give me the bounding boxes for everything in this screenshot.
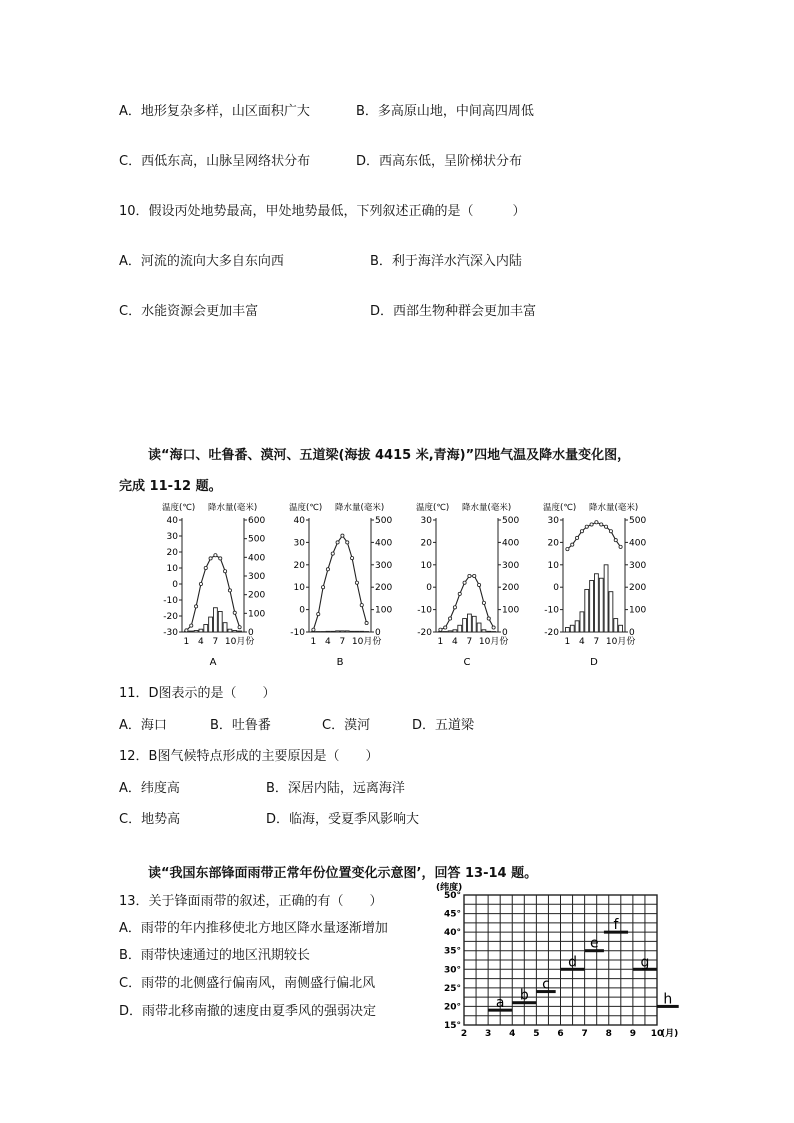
precip-bar: [204, 625, 208, 632]
month-tick-label: 7: [212, 637, 219, 647]
precip-tick-label: 100: [248, 609, 266, 620]
precip-bar: [350, 631, 354, 632]
temp-point: [566, 548, 569, 551]
temp-point: [609, 530, 612, 533]
x-tick-label: 9: [629, 1029, 637, 1039]
temp-point: [346, 541, 349, 544]
precip-bar: [213, 608, 217, 632]
precip-bar: [614, 619, 618, 632]
temp-point: [185, 629, 188, 632]
precip-bar: [619, 625, 623, 632]
precip-bar: [218, 611, 222, 632]
month-tick-label: 4: [579, 637, 585, 647]
q13-stem: 13．关于锋面雨带的叙述，正确的有（ ）: [119, 894, 383, 909]
precip-bar: [448, 631, 452, 632]
temp-line: [567, 522, 620, 549]
q13-option-c: C．雨带的北侧盛行偏南风，南侧盛行偏北风: [119, 976, 376, 991]
rain-belt-label-a: a: [495, 995, 505, 1012]
precip-axis-label: 降水量(毫米): [335, 503, 385, 513]
climate-panel-c: [416, 502, 519, 668]
y-tick-label: 25°: [443, 983, 461, 994]
temp-tick-label: -20: [544, 628, 559, 638]
precip-bar: [355, 631, 359, 632]
precip-tick-label: 0: [502, 628, 508, 638]
temp-point: [355, 581, 358, 584]
precip-bar: [580, 612, 584, 632]
q12-option-d: D．临海，受夏季风影响大: [266, 812, 420, 827]
q9-option-b: B．多高原山地，中间高四周低: [356, 104, 534, 119]
q10-option-a: A．河流的流向大多自东向西: [119, 254, 284, 269]
section1-heading: 读“海口、吐鲁番、漠河、五道梁(海拔 4415 米,青海)”四地气温及降水量变化图，: [148, 448, 631, 463]
temp-point: [604, 525, 607, 528]
precip-axis-label: 降水量(毫米): [589, 503, 639, 513]
precip-tick-label: 400: [629, 538, 647, 549]
temp-point: [321, 586, 324, 589]
precip-bar: [331, 631, 335, 632]
temp-axis-label: 温度(℃): [162, 503, 196, 513]
temp-point: [473, 574, 476, 577]
temp-point: [190, 624, 193, 627]
precip-tick-label: 400: [248, 553, 266, 564]
temp-point: [238, 626, 241, 629]
month-tick-label: 1: [310, 637, 317, 647]
month-tick-label: 10月份: [478, 637, 509, 647]
y-axis-label: (纬度): [436, 883, 463, 893]
temp-point: [463, 581, 466, 584]
y-tick-label: 30°: [443, 965, 461, 976]
precip-bar: [189, 631, 193, 632]
climate-panel-b: [289, 502, 392, 668]
q12-stem: 12．B图气候特点形成的主要原因是（ ）: [119, 749, 379, 764]
rain-belt-label-g: g: [640, 954, 650, 971]
precip-bar: [467, 614, 471, 632]
temp-point: [336, 541, 339, 544]
x-tick-label: 10: [650, 1029, 664, 1039]
temp-tick-label: -20: [163, 612, 178, 622]
panel-label: A: [209, 657, 217, 668]
x-tick-label: 8: [605, 1029, 612, 1039]
precip-bar: [575, 621, 579, 632]
temp-tick-label: 0: [299, 605, 305, 616]
temp-point: [619, 545, 622, 548]
x-tick-label: 6: [557, 1029, 564, 1039]
temp-tick-label: 30: [293, 538, 305, 549]
temp-tick-label: -10: [417, 605, 432, 616]
precip-bar: [565, 628, 569, 632]
x-tick-label: 7: [581, 1029, 588, 1039]
q13-option-d: D．雨带北移南撤的速度由夏季风的强弱决定: [119, 1004, 377, 1019]
rain-belt-label-e: e: [589, 935, 599, 952]
temp-point: [204, 566, 207, 569]
section1-heading-line2: 完成 11-12 题。: [119, 479, 222, 494]
temp-point: [326, 568, 329, 571]
month-tick-label: 4: [325, 637, 331, 647]
precip-tick-label: 200: [502, 583, 520, 594]
q12-option-b: B．深居内陆，远离海洋: [266, 781, 405, 796]
temp-point: [453, 606, 456, 609]
precip-tick-label: 0: [248, 628, 254, 638]
precip-tick-label: 600: [248, 516, 266, 526]
precip-bar: [238, 631, 242, 632]
climate-panel-a: [162, 502, 265, 668]
rain-belt-label-f: f: [613, 917, 619, 934]
month-tick-label: 7: [593, 637, 600, 647]
temp-tick-label: 10: [420, 560, 432, 571]
q13-option-a: A．雨带的年内推移使北方地区降水量逐渐增加: [119, 921, 388, 936]
temp-tick-label: 10: [166, 564, 178, 574]
precip-bar: [482, 630, 486, 632]
precip-bar: [487, 631, 491, 632]
panel-label: B: [336, 657, 344, 668]
temp-tick-label: 10: [547, 560, 559, 571]
temp-tick-label: 40: [293, 516, 305, 526]
q11-option-b: B．吐鲁番: [210, 718, 271, 733]
temp-point: [492, 626, 495, 629]
precip-bar: [336, 631, 340, 632]
precip-bar: [472, 616, 476, 632]
precip-tick-label: 100: [502, 605, 520, 616]
y-tick-label: 50°: [443, 891, 461, 901]
precip-bar: [463, 619, 467, 632]
x-tick-label: 3: [484, 1029, 492, 1039]
temp-point: [214, 554, 217, 557]
climate-panel-d: [543, 502, 646, 668]
temp-point: [360, 604, 363, 607]
precip-bar: [199, 629, 203, 632]
precip-tick-label: 0: [375, 628, 381, 638]
precip-tick-label: 400: [502, 538, 520, 549]
precip-tick-label: 300: [502, 560, 520, 571]
q11-option-d: D．五道梁: [412, 718, 475, 733]
month-tick-label: 4: [198, 637, 204, 647]
precip-axis-label: 降水量(毫米): [208, 503, 258, 513]
precip-bar: [599, 578, 603, 632]
temp-point: [219, 557, 222, 560]
q10-stem: 10．假设丙处地势最高，甲处地势最低，下列叙述正确的是（ ）: [119, 204, 526, 219]
temp-tick-label: 0: [553, 583, 559, 594]
x-axis-label: (月): [661, 1029, 679, 1039]
temp-tick-label: 20: [166, 548, 178, 558]
precip-tick-label: 0: [629, 628, 635, 638]
temp-point: [444, 626, 447, 629]
temp-tick-label: 20: [547, 538, 559, 549]
precip-tick-label: 500: [375, 516, 393, 526]
temp-point: [580, 530, 583, 533]
precip-tick-label: 200: [375, 583, 393, 594]
month-tick-label: 10月份: [605, 637, 636, 647]
temp-tick-label: -10: [290, 628, 305, 638]
precip-tick-label: 300: [375, 560, 393, 571]
panel-label: C: [463, 657, 471, 668]
precip-tick-label: 100: [375, 605, 393, 616]
x-tick-label: 5: [533, 1029, 540, 1039]
temp-point: [600, 523, 603, 526]
temp-tick-label: 30: [547, 516, 559, 526]
q13-option-b: B．雨带快速通过的地区汛期较长: [119, 948, 310, 963]
temp-point: [317, 612, 320, 615]
temp-tick-label: 20: [293, 560, 305, 571]
temp-point: [482, 601, 485, 604]
temp-point: [350, 556, 353, 559]
q11-option-c: C．漠河: [322, 718, 371, 733]
temp-point: [487, 617, 490, 620]
temp-tick-label: 0: [426, 583, 432, 594]
temp-point: [223, 570, 226, 573]
q11-option-a: A．海口: [119, 718, 167, 733]
q10-option-d: D．西部生物种群会更加丰富: [370, 304, 537, 319]
precip-bar: [594, 574, 598, 632]
y-tick-label: 45°: [443, 909, 461, 920]
precip-bar: [458, 625, 462, 632]
temp-point: [614, 539, 617, 542]
temp-tick-label: -20: [417, 628, 432, 638]
temp-tick-label: 20: [420, 538, 432, 549]
temp-tick-label: 0: [172, 580, 178, 590]
temp-line: [186, 555, 239, 630]
precip-tick-label: 300: [629, 560, 647, 571]
temp-tick-label: -10: [544, 605, 559, 616]
q9-option-a: A．地形复杂多样，山区面积广大: [119, 104, 310, 119]
precip-bar: [590, 580, 594, 632]
precip-bar: [360, 631, 364, 632]
month-tick-label: 4: [452, 637, 458, 647]
precip-tick-label: 400: [375, 538, 393, 549]
climate-charts: [150, 498, 670, 673]
rain-belt-label-b: b: [519, 987, 529, 1004]
x-tick-label: 4: [509, 1029, 516, 1039]
precip-bar: [194, 631, 198, 632]
temp-tick-label: 30: [420, 516, 432, 526]
precip-tick-label: 200: [248, 590, 266, 601]
x-tick-label: 2: [460, 1029, 468, 1039]
temp-axis-label: 温度(℃): [416, 503, 450, 513]
precip-tick-label: 200: [629, 583, 647, 594]
q9-option-d: D．西高东低，呈阶梯状分布: [356, 154, 523, 169]
temp-point: [571, 543, 574, 546]
temp-point: [458, 592, 461, 595]
precip-tick-label: 500: [502, 516, 520, 526]
month-tick-label: 10月份: [351, 637, 382, 647]
temp-point: [199, 582, 202, 585]
precip-bar: [570, 625, 574, 632]
rain-belt-chart: [436, 880, 686, 1040]
temp-point: [448, 617, 451, 620]
precip-bar: [453, 630, 457, 632]
section2-heading: 读“我国东部锋面雨带正常年份位置变化示意图’，回答 13-14 题。: [148, 866, 538, 881]
q10-option-b: B．利于海洋水汽深入内陆: [370, 254, 522, 269]
temp-point: [575, 536, 578, 539]
precip-bar: [477, 623, 481, 632]
temp-point: [365, 621, 368, 624]
precip-bar: [585, 589, 589, 632]
q10-option-c: C．水能资源会更加丰富: [119, 304, 259, 319]
temp-point: [477, 583, 480, 586]
temp-tick-label: 30: [166, 532, 178, 542]
temp-point: [209, 557, 212, 560]
precip-bar: [233, 631, 237, 632]
temp-point: [312, 628, 315, 631]
q9-option-c: C．西低东高，山脉呈网络状分布: [119, 154, 311, 169]
temp-axis-label: 温度(℃): [289, 503, 323, 513]
q12-option-c: C．地势高: [119, 812, 181, 827]
precip-tick-label: 500: [248, 534, 266, 545]
month-tick-label: 10月份: [224, 637, 255, 647]
precip-tick-label: 100: [629, 605, 647, 616]
q11-stem: 11．D图表示的是（ ）: [119, 686, 276, 701]
precip-bar: [223, 623, 227, 632]
temp-tick-label: -10: [163, 596, 178, 606]
month-tick-label: 1: [183, 637, 190, 647]
temp-tick-label: 10: [293, 583, 305, 594]
temp-tick-label: 40: [166, 516, 178, 526]
temp-point: [590, 523, 593, 526]
precip-bar: [345, 631, 349, 632]
temp-tick-label: -30: [163, 628, 178, 638]
temp-point: [331, 552, 334, 555]
panel-label: D: [590, 657, 598, 668]
y-tick-label: 20°: [443, 1002, 461, 1013]
y-tick-label: 15°: [443, 1021, 461, 1031]
rain-belt-label-h: h: [663, 991, 673, 1008]
temp-point: [228, 589, 231, 592]
temp-point: [341, 534, 344, 537]
precip-axis-label: 降水量(毫米): [462, 503, 512, 513]
q12-option-a: A．纬度高: [119, 781, 180, 796]
y-tick-label: 40°: [443, 928, 461, 939]
precip-bar: [340, 631, 344, 632]
rain-belt-label-d: d: [568, 954, 578, 971]
precip-bar: [604, 565, 608, 632]
temp-point: [439, 628, 442, 631]
y-tick-label: 35°: [443, 946, 461, 957]
precip-bar: [228, 629, 232, 632]
precip-tick-label: 500: [629, 516, 647, 526]
precip-tick-label: 300: [248, 572, 266, 582]
precip-bar: [209, 617, 213, 632]
precip-bar: [609, 592, 613, 632]
month-tick-label: 1: [564, 637, 571, 647]
temp-point: [595, 521, 598, 524]
precip-bar: [326, 631, 330, 632]
temp-point: [233, 611, 236, 614]
month-tick-label: 1: [437, 637, 444, 647]
month-tick-label: 7: [339, 637, 346, 647]
temp-point: [194, 605, 197, 608]
temp-axis-label: 温度(℃): [543, 503, 577, 513]
temp-point: [585, 525, 588, 528]
rain-belt-label-c: c: [542, 976, 550, 993]
temp-point: [468, 574, 471, 577]
month-tick-label: 7: [466, 637, 473, 647]
